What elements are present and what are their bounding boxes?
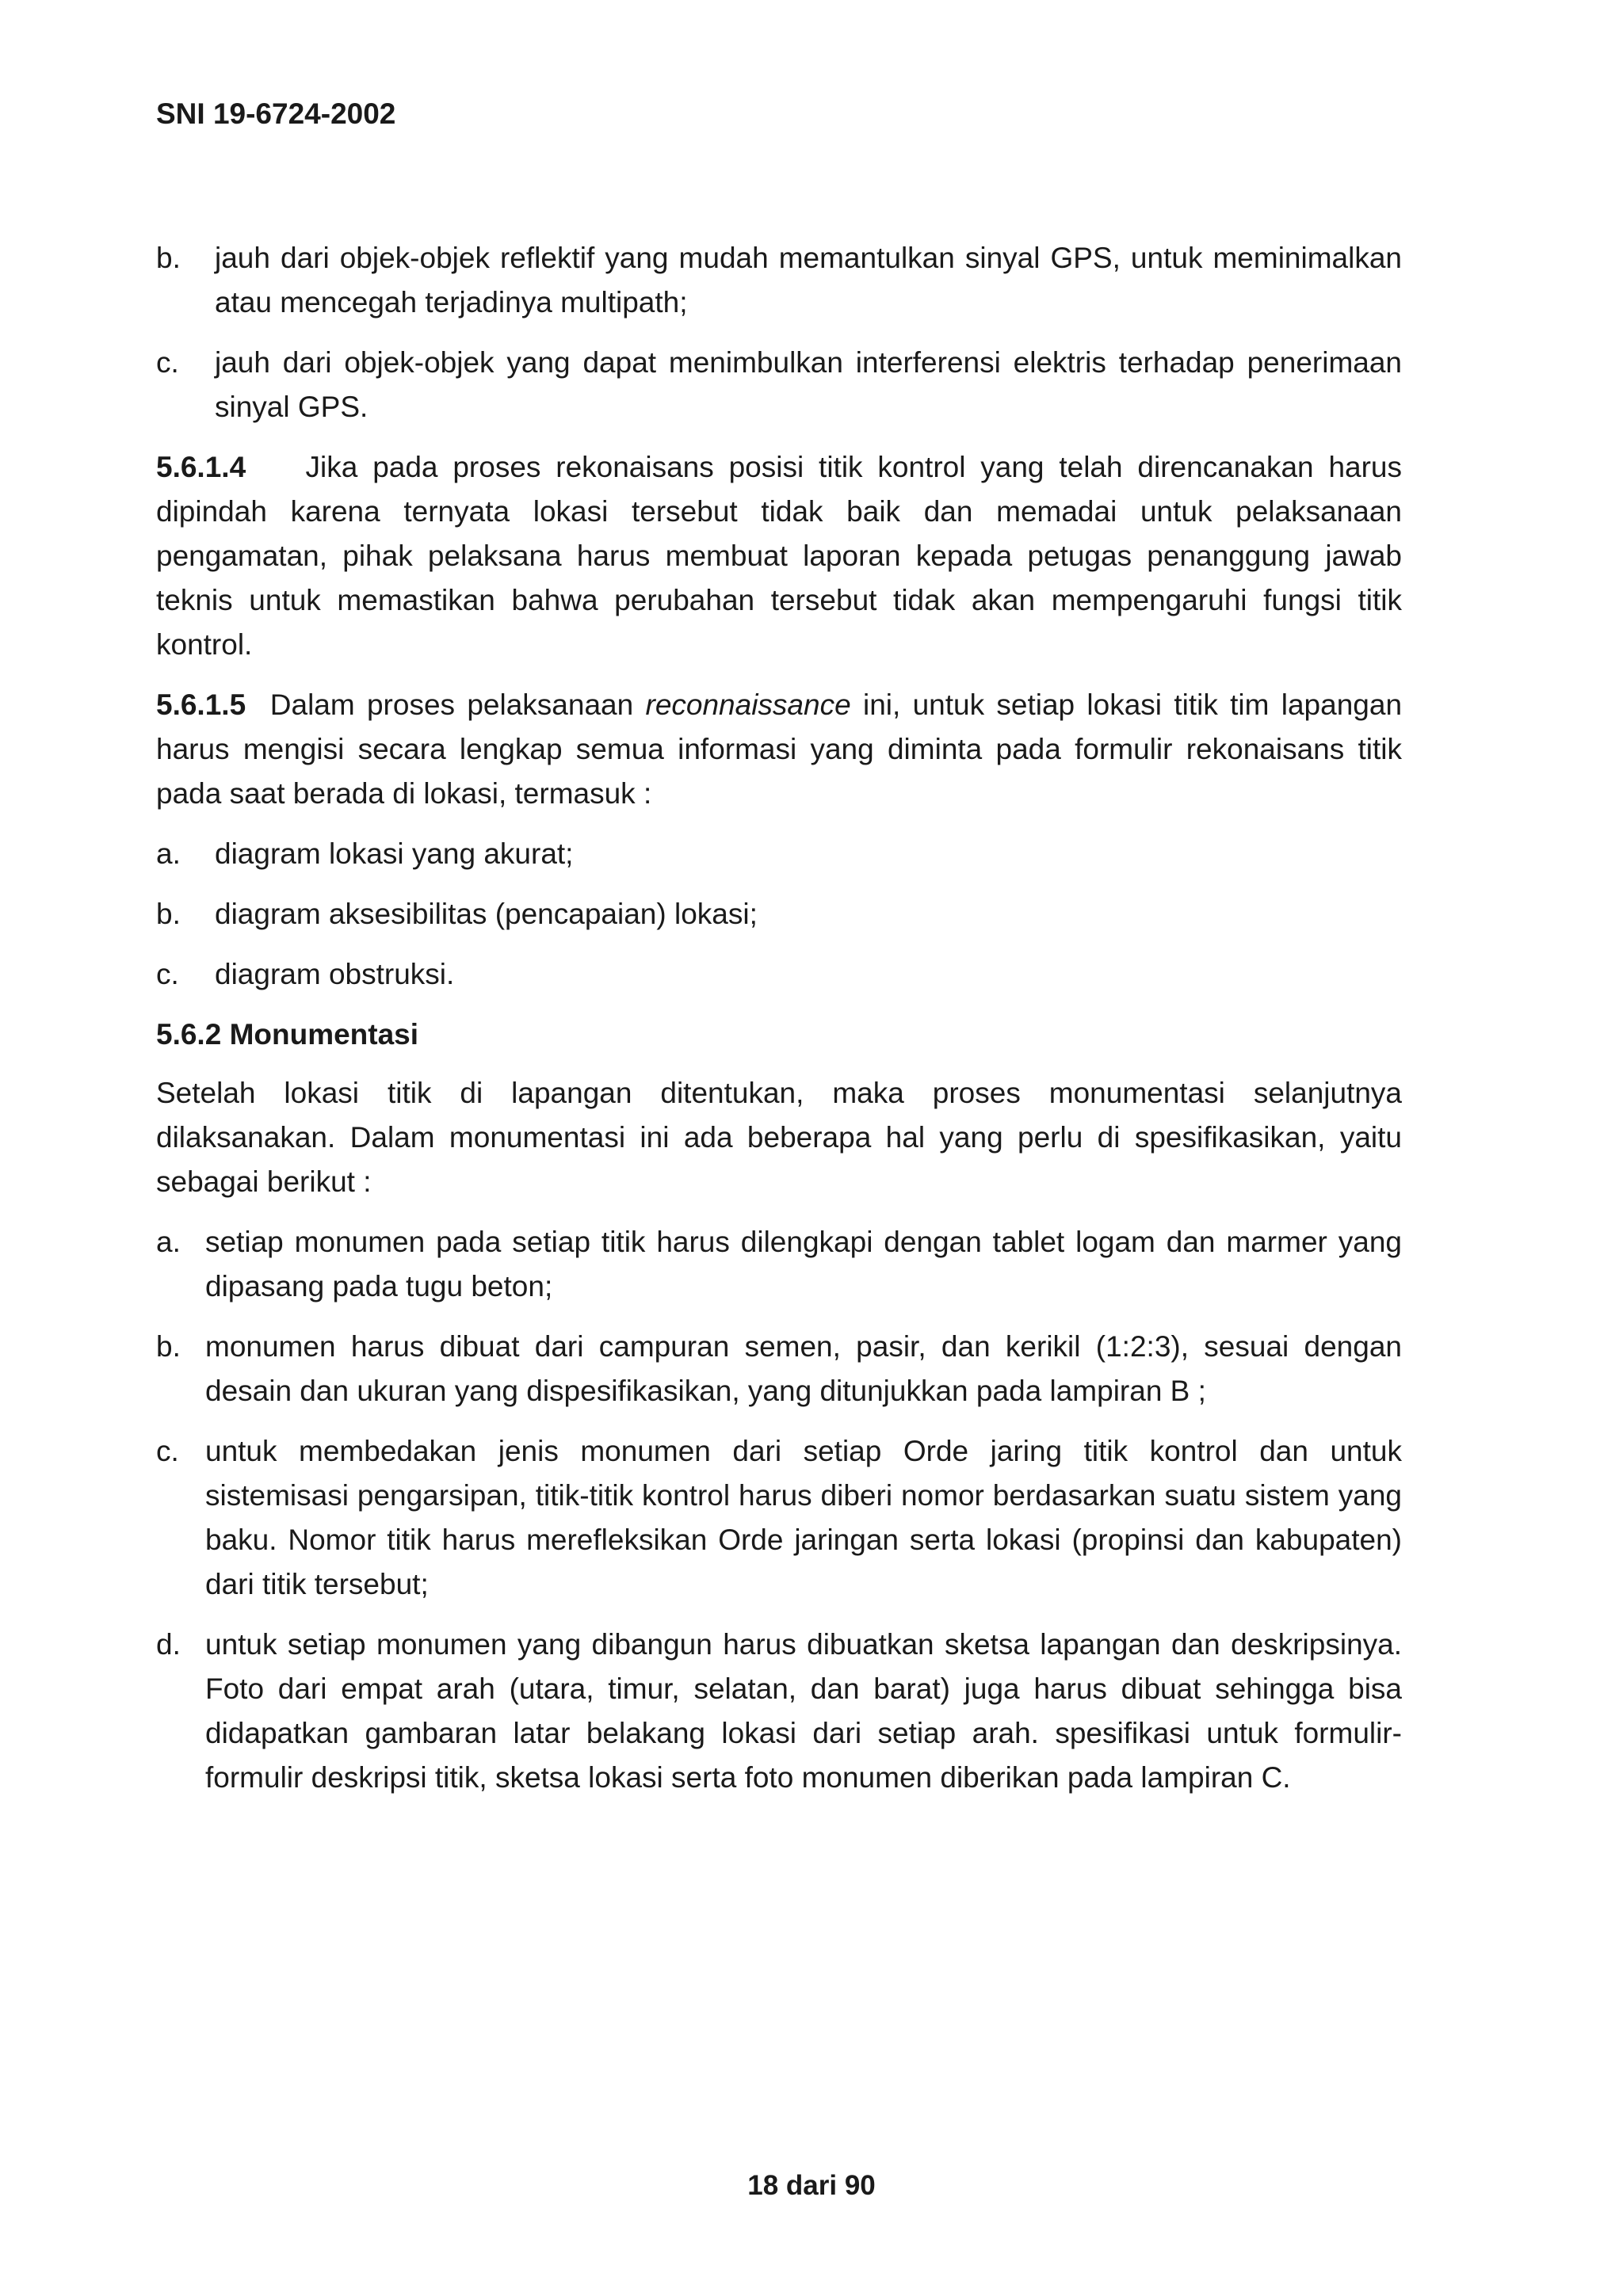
- clause-number: 5.6.1.5: [156, 688, 246, 721]
- clause-text: Jika pada proses rekonaisans posisi titik kontrol yang telah direncanakan harus dipindah karena ternyata lokasi tersebut tidak baik dan memadai untuk pelaksanaan pengamatan, pihak pelaksana harus membuat laporan kepada petugas penanggung jawab teknis untuk memastikan bahwa perubahan tersebut tidak akan mempengaruhi fungsi titik kontrol.: [156, 451, 1402, 661]
- list-item: [156, 236, 1402, 325]
- list-item: [156, 892, 1402, 936]
- list-marker: c.: [156, 958, 179, 990]
- page-number: 18 dari 90: [747, 2170, 876, 2201]
- document-code: SNI 19-6724-2002: [156, 97, 396, 130]
- list-item-text: monumen harus dibuat dari campuran semen, pasir, dan kerikil (1:2:3), sesuai dengan desain dan ukuran yang dispesifikasikan, yang ditunjukkan pada lampiran B ;: [205, 1330, 1402, 1407]
- list-marker: d.: [156, 1628, 181, 1661]
- list-item-text: diagram aksesibilitas (pencapaian) lokasi;: [215, 898, 758, 930]
- list-item: [156, 1220, 1402, 1309]
- list-item: [156, 952, 1402, 997]
- clause-text-italic: reconnaissance: [645, 688, 851, 721]
- paragraph-5615: [156, 683, 1402, 816]
- list-item-text: diagram lokasi yang akurat;: [215, 837, 574, 870]
- list-marker: b.: [156, 898, 181, 930]
- list-marker: a.: [156, 1226, 181, 1258]
- list-item-text: jauh dari objek-objek reflektif yang mudah memantulkan sinyal GPS, untuk meminimalkan atau mencegah terjadinya multipath;: [215, 242, 1402, 318]
- page-body: [156, 236, 1402, 1816]
- list-marker: b.: [156, 242, 181, 274]
- clause-text-post: ini, untuk setiap lokasi titik tim lapangan harus mengisi secara lengkap semua informasi yang diminta pada formulir rekonaisans titik pada saat berada di lokasi, termasuk :: [156, 688, 1403, 810]
- list-item-text: setiap monumen pada setiap titik harus dilengkapi dengan tablet logam dan marmer yang dipasang pada tugu beton;: [205, 1226, 1402, 1302]
- list-marker: a.: [156, 837, 181, 870]
- section-heading: 5.6.2 Monumentasi: [156, 1018, 419, 1051]
- list-item: [156, 341, 1402, 429]
- list-item-text: untuk membedakan jenis monumen dari setiap Orde jaring titik kontrol dan untuk sistemisasi pengarsipan, titik-titik kontrol harus diberi nomor berdasarkan suatu sistem yang baku. Nomor titik harus merefleksikan Orde jaringan serta lokasi (propinsi dan kabupaten) dari titik tersebut;: [205, 1435, 1402, 1600]
- list-item-text: jauh dari objek-objek yang dapat menimbulkan interferensi elektris terhadap penerimaan sinyal GPS.: [215, 346, 1402, 423]
- list-item-text: untuk setiap monumen yang dibangun harus dibuatkan sketsa lapangan dan deskripsinya. Foto dari empat arah (utara, timur, selatan, dan barat) juga harus dibuat sehingga bisa didapatkan gambaran latar belakang lokasi dari setiap arah. spesifikasi untuk formulir-formulir deskripsi titik, sketsa lokasi serta foto monumen diberikan pada lampiran C.: [205, 1628, 1402, 1794]
- clause-text-pre: Dalam proses pelaksanaan: [269, 688, 634, 721]
- list-marker: c.: [156, 346, 179, 379]
- list-item-text: diagram obstruksi.: [215, 958, 455, 990]
- list-item: [156, 1623, 1402, 1800]
- list-item: [156, 1429, 1402, 1607]
- paragraph-5614: [156, 445, 1402, 667]
- list-item: [156, 832, 1402, 876]
- clause-number: 5.6.1.4: [156, 451, 246, 483]
- list-marker: b.: [156, 1330, 181, 1363]
- list-marker: c.: [156, 1435, 179, 1467]
- list-item: [156, 1325, 1402, 1413]
- section-intro: Setelah lokasi titik di lapangan ditentukan, maka proses monumentasi selanjutnya dilaksanakan. Dalam monumentasi ini ada beberapa hal yang perlu di spesifikasikan, yaitu sebagai berikut :: [156, 1077, 1402, 1198]
